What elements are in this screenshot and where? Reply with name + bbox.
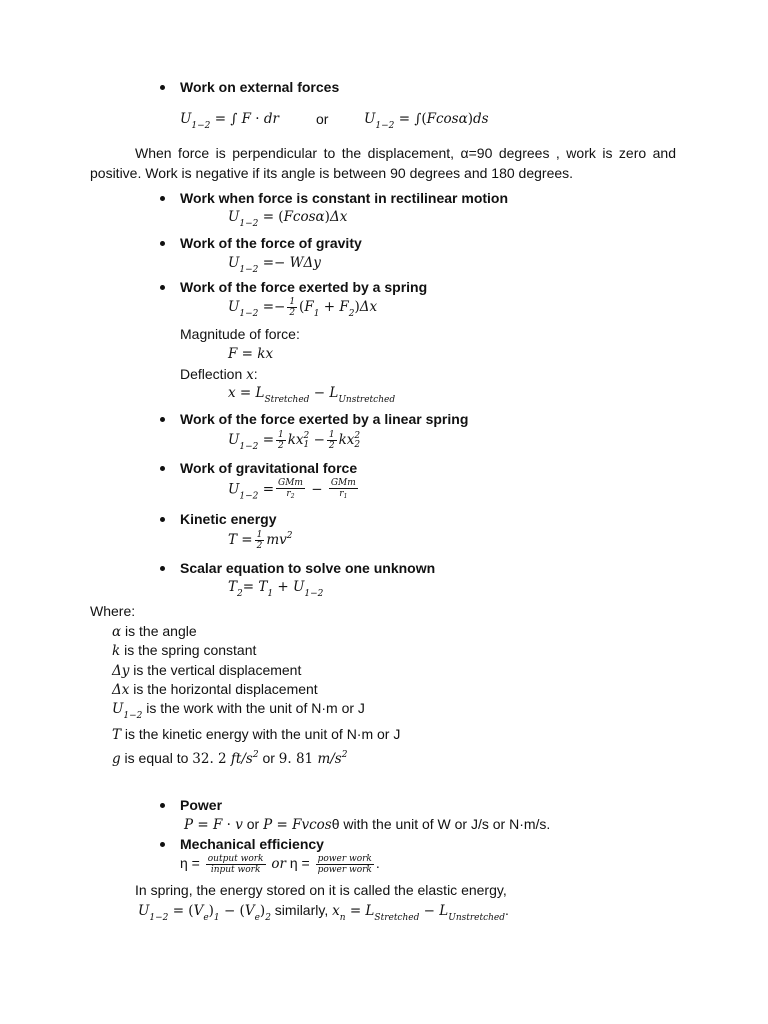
magnitude-label: Magnitude of force: — [180, 326, 300, 342]
bullet-icon — [160, 241, 165, 246]
bullet-icon — [160, 196, 165, 201]
formula-scalar-equation: $T_2= T_1 + U_{1-2}$ — [228, 579, 324, 599]
heading-scalar-equation: Scalar equation to solve one unknown — [180, 560, 436, 576]
heading-work-gravity: Work of the force of gravity — [180, 235, 362, 251]
heading-mechanical-efficiency: Mechanical efficiency — [180, 836, 324, 852]
paragraph-perpendicular — [90, 143, 676, 183]
formula-work-linear-spring: $U_{1-2}$ = $\frac{1}{2}$ kx 2 1 − $\frac{1}{2}$ kx 2 2 — [228, 430, 361, 452]
or-text: or — [258, 750, 279, 766]
where-item-dx — [112, 682, 318, 698]
where-item-dy — [112, 663, 301, 679]
or-text: or — [271, 856, 286, 873]
where-item-t — [112, 727, 400, 743]
symbol-delta-x: Δx — [112, 682, 130, 698]
bullet-icon — [160, 517, 165, 522]
elastic-energy-text: In spring, the energy stored on it is called the elastic energy, — [135, 882, 507, 898]
or-text: or — [246, 816, 260, 832]
symbol-g: g — [112, 751, 121, 767]
formula-efficiency: η = $\frac{\text{output work}}{\text{input work}}$ or η = $\frac{\text{power work}}{\text{power work}}$ . — [180, 854, 380, 875]
formula-work-gravity: $U_{1-2} =- W\Delta y$ — [228, 255, 321, 275]
formula-work-spring: $U_{1-2}$ =− $\frac{1}{2}$ $(F_1 + F_2)\Delta x$ — [228, 297, 378, 319]
where-item-text: is the kinetic energy with the unit of N·m or J — [121, 726, 401, 742]
power-unit-text: with the unit of W or J/s or N·m/s. — [343, 816, 551, 832]
symbol-u-letter: U — [112, 701, 124, 717]
bullet-icon — [160, 85, 165, 90]
formula-kinetic-energy: T = $\frac{1}{2}$ $mv^2$ — [228, 530, 293, 551]
where-item-text: is the vertical displacement — [129, 662, 302, 678]
bullet-icon — [160, 842, 165, 847]
formula-work-cos-integral: $U_{1-2} = \int(Fcos\alpha)ds$ — [364, 111, 489, 131]
or-text: or — [316, 111, 329, 127]
formula-work-integral: $U_{1-2}$ = ∫ F · dr — [180, 111, 279, 131]
where-item-g: g is equal to 32. 2 $ft/s^2$ or 9. 81 $m/s^2$ — [112, 750, 348, 767]
where-item-k — [112, 643, 256, 659]
formula-force-magnitude: F = kx — [228, 346, 274, 362]
bullet-icon — [160, 803, 165, 808]
where-item-text: is the horizontal displacement — [129, 681, 318, 697]
formula-work-gravitational: $U_{1-2}$ = $\frac{\text{GMm}}{r_2}$ − $\frac{\text{GMm}}{r_1}$ — [228, 478, 356, 502]
deflection-label: Deflection x: — [180, 366, 258, 383]
heading-work-linear-spring: Work of the force exerted by a linear spring — [180, 411, 469, 427]
bullet-icon — [160, 417, 165, 422]
where-item-text: is the angle — [121, 623, 197, 639]
similarly-text: similarly, — [270, 902, 333, 918]
heading-work-spring: Work of the force exerted by a spring — [180, 279, 428, 295]
paragraph-text: When force is perpendicular to the displacement, α=90 degrees , work is zero and positive. Work is negative if its angle is between 90 degrees and 180 degrees. — [90, 145, 676, 181]
heading-kinetic-energy: Kinetic energy — [180, 511, 277, 527]
formula-elastic-energy: $U_{1-2} = (V_e)_1 - (V_e)_2$ similarly, $x_n = L_{Stretched} - L_{Unstretched}$. — [138, 902, 509, 923]
heading-work-gravitational: Work of gravitational force — [180, 460, 358, 476]
heading-work-external: Work on external forces — [180, 79, 340, 95]
where-item-u — [112, 701, 365, 722]
where-item-text: is the work with the unit of N·m or J — [142, 700, 365, 716]
where-item-text: is equal to — [120, 750, 193, 766]
formula-power: P = F · v or P = Fvcosθ with the unit of W or J/s or N·m/s. — [184, 816, 551, 833]
symbol-alpha: α — [112, 624, 122, 640]
bullet-icon — [160, 285, 165, 290]
bullet-icon — [160, 566, 165, 571]
where-item-text: is the spring constant — [120, 642, 257, 658]
symbol-delta-y: Δy — [112, 663, 130, 679]
heading-power: Power — [180, 797, 223, 813]
symbol-t: T — [112, 727, 122, 743]
deflection-label-text: Deflection — [180, 366, 247, 382]
symbol-u: $U_{1-2}$ — [112, 701, 143, 721]
bullet-icon — [160, 466, 165, 471]
where-item-alpha — [112, 624, 197, 640]
symbol-k: k — [112, 643, 121, 659]
heading-work-constant: Work when force is constant in rectilinear motion — [180, 190, 509, 206]
formula-deflection: $x = L_{Stretched} - L_{Unstretched}$ — [228, 385, 396, 405]
where-label: Where: — [90, 603, 136, 619]
formula-work-constant: $U_{1-2} = (Fcos\alpha)\Delta x$ — [228, 209, 348, 229]
